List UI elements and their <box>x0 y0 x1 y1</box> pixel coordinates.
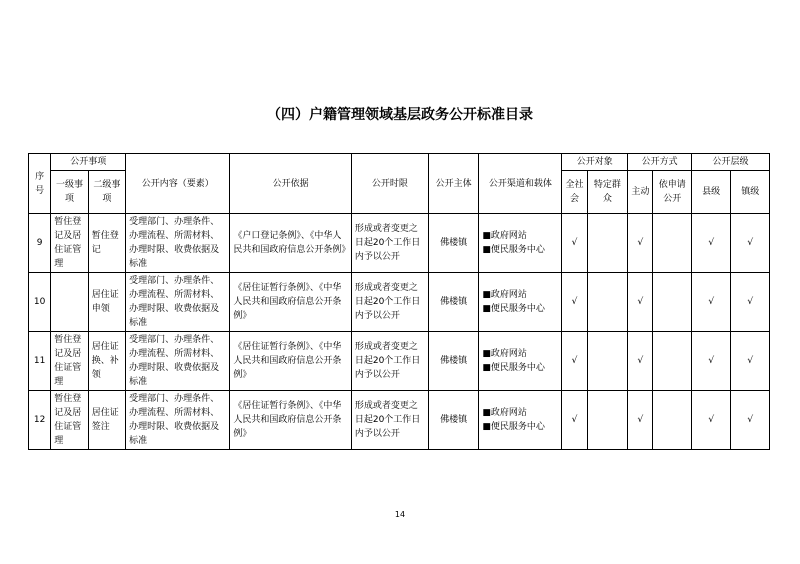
cell-content: 受理部门、办理条件、办理流程、所需材料、办理时限、收费依据及标准 <box>126 273 230 332</box>
cell-mode-active: √ <box>628 332 653 391</box>
header-object-all: 全社会 <box>562 171 587 214</box>
cell-seq: 12 <box>29 391 51 450</box>
table-row <box>29 273 770 332</box>
cell-object-all: √ <box>562 273 587 332</box>
cell-basis: 《居住证暂行条例》、《中华人民共和国政府信息公开条例》 <box>230 273 351 332</box>
cell-mode-active: √ <box>628 273 653 332</box>
cell-content: 受理部门、办理条件、办理流程、所需材料、办理时限、收费依据及标准 <box>126 214 230 273</box>
cell-object-specific <box>587 391 628 450</box>
cell-channel <box>479 273 562 332</box>
cell-level1: 暂住登记及居住证管理 <box>51 214 88 273</box>
cell-level-county: √ <box>691 332 730 391</box>
cell-subject: 佛楼镇 <box>428 273 479 332</box>
channel-website: ■政府网站 <box>482 408 527 418</box>
cell-level1: 暂住登记及居住证管理 <box>51 391 88 450</box>
cell-level-town: √ <box>731 273 770 332</box>
cell-level2: 居住证签注 <box>88 391 125 450</box>
cell-level-town: √ <box>731 391 770 450</box>
page-title: （四）户籍管理领域基层政务公开标准目录 <box>267 107 533 123</box>
cell-basis: 《居住证暂行条例》、《中华人民共和国政府信息公开条例》 <box>230 391 351 450</box>
cell-level-town: √ <box>731 214 770 273</box>
header-matter: 公开事项 <box>51 154 126 171</box>
cell-object-all: √ <box>562 391 587 450</box>
cell-seq: 10 <box>29 273 51 332</box>
header-object: 公开对象 <box>562 154 628 171</box>
cell-seq: 9 <box>29 214 51 273</box>
cell-level2: 居住证申领 <box>88 273 125 332</box>
cell-time-limit: 形成或者变更之日起20个工作日内予以公开 <box>351 332 428 391</box>
cell-object-specific <box>587 273 628 332</box>
cell-content: 受理部门、办理条件、办理流程、所需材料、办理时限、收费依据及标准 <box>126 391 230 450</box>
header-level1: 一级事项 <box>51 171 88 214</box>
cell-mode-request <box>653 214 691 273</box>
header-mode-request: 依申请公开 <box>653 171 691 214</box>
channel-service-center: ■便民服务中心 <box>482 245 545 255</box>
table-row <box>29 332 770 391</box>
cell-subject: 佛楼镇 <box>428 214 479 273</box>
cell-basis: 《户口登记条例》、《中华人民共和国政府信息公开条例》 <box>230 214 351 273</box>
cell-object-all: √ <box>562 214 587 273</box>
cell-mode-request <box>653 391 691 450</box>
header-level-county: 县级 <box>691 171 730 214</box>
cell-time-limit: 形成或者变更之日起20个工作日内予以公开 <box>351 214 428 273</box>
channel-website: ■政府网站 <box>482 290 527 300</box>
header-subject: 公开主体 <box>428 154 479 214</box>
cell-channel <box>479 391 562 450</box>
cell-object-specific <box>587 214 628 273</box>
header-channel: 公开渠道和载体 <box>479 154 562 214</box>
channel-service-center: ■便民服务中心 <box>482 422 545 432</box>
disclosure-catalog-table <box>28 153 770 450</box>
cell-channel <box>479 332 562 391</box>
cell-level2: 暂住登记 <box>88 214 125 273</box>
channel-service-center: ■便民服务中心 <box>482 363 545 373</box>
cell-object-specific <box>587 332 628 391</box>
cell-level-town: √ <box>731 332 770 391</box>
table-row <box>29 391 770 450</box>
header-mode: 公开方式 <box>628 154 692 171</box>
cell-channel <box>479 214 562 273</box>
cell-object-all: √ <box>562 332 587 391</box>
cell-content: 受理部门、办理条件、办理流程、所需材料、办理时限、收费依据及标准 <box>126 332 230 391</box>
channel-service-center: ■便民服务中心 <box>482 304 545 314</box>
channel-website: ■政府网站 <box>482 231 527 241</box>
cell-level-county: √ <box>691 214 730 273</box>
header-time-limit: 公开时限 <box>351 154 428 214</box>
page-number: 14 <box>394 510 406 519</box>
header-seq: 序号 <box>29 154 51 214</box>
header-level-town: 镇级 <box>731 171 770 214</box>
cell-mode-request <box>653 332 691 391</box>
cell-level1: 暂住登记及居住证管理 <box>51 332 88 391</box>
header-content: 公开内容（要素） <box>126 154 230 214</box>
cell-level-county: √ <box>691 391 730 450</box>
table-row <box>29 214 770 273</box>
cell-time-limit: 形成或者变更之日起20个工作日内予以公开 <box>351 273 428 332</box>
cell-mode-active: √ <box>628 214 653 273</box>
header-level: 公开层级 <box>691 154 769 171</box>
cell-mode-active: √ <box>628 391 653 450</box>
cell-seq: 11 <box>29 332 51 391</box>
cell-subject: 佛楼镇 <box>428 391 479 450</box>
header-basis: 公开依据 <box>230 154 351 214</box>
header-mode-active: 主动 <box>628 171 653 214</box>
cell-level-county: √ <box>691 273 730 332</box>
header-level2: 二级事项 <box>88 171 125 214</box>
cell-time-limit: 形成或者变更之日起20个工作日内予以公开 <box>351 391 428 450</box>
cell-level2: 居住证换、补领 <box>88 332 125 391</box>
cell-mode-request <box>653 273 691 332</box>
cell-level1 <box>51 273 88 332</box>
channel-website: ■政府网站 <box>482 349 527 359</box>
cell-basis: 《居住证暂行条例》、《中华人民共和国政府信息公开条例》 <box>230 332 351 391</box>
cell-subject: 佛楼镇 <box>428 332 479 391</box>
header-object-specific: 特定群众 <box>587 171 628 214</box>
